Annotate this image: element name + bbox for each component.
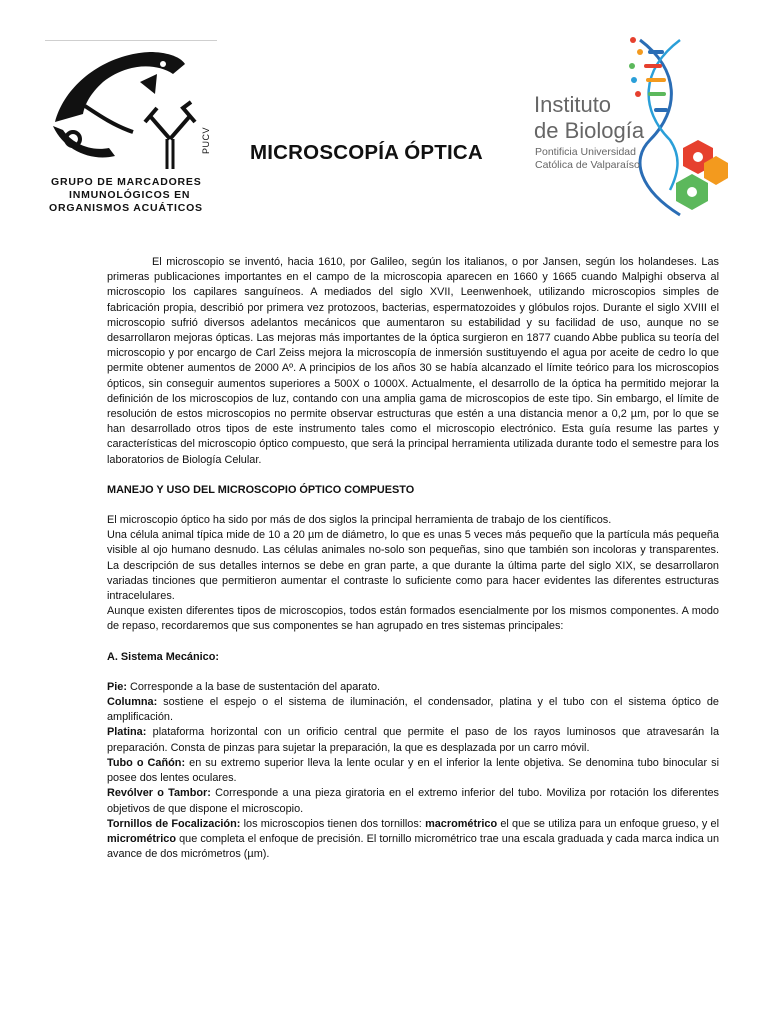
right-logo-line1: Instituto — [534, 92, 612, 117]
left-logo-line3: ORGANISMOS ACUÁTICOS — [49, 202, 203, 214]
left-logo-line2: INMUNOLÓGICOS EN — [69, 189, 191, 201]
pucv-label: PUCV — [201, 126, 211, 154]
section1-paragraph-2: Una célula animal típica mide de 10 a 20 µm de diámetro, lo que es unas 5 veces más pequeño que la partícula más pequeña visible al ojo humano desnudo. Las células animales no-solo son pequeñas, sino que también son incoloras y transparentes. La descripción de sus detalles internos se debe en gran parte, a que durante la última parte del siglo XIX, se desarrollaron variadas tinciones que permitieron aumentar el contraste lo suficiente como para hacer evidentes las diferentes estructuras intracelulares. — [107, 529, 719, 603]
section1-paragraph-1: El microscopio óptico ha sido por más de dos siglos la principal herramienta de trabajo de los científicos. — [107, 514, 612, 527]
right-logo-line2: de Biología — [534, 118, 645, 143]
left-logo — [45, 44, 220, 214]
top-rule — [45, 40, 217, 41]
item-revolver: Revólver o Tambor: Corresponde a una pieza giratoria en el extremo inferior del tubo. Moviliza por rotación los diferentes objetivos de que dispone el microscopio. — [107, 787, 720, 815]
item-platina: Platina: plataforma horizontal con un orificio central que permite el paso de los rayos luminosos que atravesarán la preparación. Consta de pinzas para sujetar la preparación, la que es desplazada por un carro móvil. — [107, 726, 719, 754]
section2-heading: A. Sistema Mecánico: — [107, 650, 219, 663]
item-tornillos: Tornillos de Focalización: los microscopios tienen dos tornillos: macrométrico el que se utiliza para un enfoque grueso, y el micrométrico que completa el enfoque de precisión. El tornillo micrométrico trae una escala graduada y cada marca indica un avance de dos micrómetros (µm). — [107, 817, 720, 861]
item-columna: Columna: sostiene el espejo o el sistema de iluminación, el condensador, platina y el tubo con el sistema óptico de amplificación. — [107, 696, 719, 724]
page-title: MICROSCOPÍA ÓPTICA — [250, 141, 483, 164]
right-logo-line4: Católica de Valparaíso — [535, 159, 640, 171]
section1-paragraph-3: Aunque existen diferentes tipos de microscopios, todos están formados esencialmente por los mismos componentes. A modo de repaso, recordaremos que sus componentes se han agrupado en tres sistemas principales: — [107, 605, 719, 633]
right-logo — [530, 30, 740, 220]
item-pie: Pie: Corresponde a la base de sustentación del aparato. — [107, 680, 381, 693]
document-body — [107, 255, 719, 862]
left-logo-line1: GRUPO DE MARCADORES — [51, 176, 202, 188]
section1-heading: MANEJO Y USO DEL MICROSCOPIO ÓPTICO COMPUESTO — [107, 483, 415, 496]
fish-antibody-logo-icon — [45, 44, 220, 174]
item-tubo: Tubo o Cañón: en su extremo superior lleva la lente ocular y en el inferior la lente objetiva. Se denomina tubo binocular si posee dos lentes oculares. — [107, 756, 719, 785]
intro-paragraph: El microscopio se inventó, hacia 1610, por Galileo, según los italianos, o por Jansen, según los holandeses. Las primeras publicaciones importantes en el campo de la microscopia aparecen en 1660 y 1665 cuando Malpighi observa al microscopio los capilares sanguíneos. A mediados del siglo XVII, Leenwenhoek, utilizando microscopios simples de fabricación propia, describió por primera vez protozoos, bacterias, espermatozoides y glóbulos rojos. Durante el siglo XVIII el microscopio sufrió diversos adelantos mecánicos que aumentaron su estabilidad y su facilidad de uso, aunque no se desarrollaron mejoras ópticas. Las mejoras más importantes de la óptica surgieron en 1877 cuando Abbe publica su teoría del microscopio y por encargo de Carl Zeiss mejora la microscopía de inmersión sustituyendo el agua por aceite de cedro lo que permite obtener aumentos de 2000 Aº. A principios de los años 30 se había alcanzado el límite teórico para los microscopios ópticos, sin conseguir aumentos superiores a 500X o 1000X. Actualmente, el desarrollo de la óptica ha permitido mejorar la definición de los microscopios de luz, contando con una amplia gama de microscopios de este tipo. Sin embargo, el límite de resolución de estos microscopios no permite observar estructuras que estén a una distancia menor a 0,2 µm, por lo que se han desarrollado otros tipos de este instrumento tales como el microscopio electrónico. Esta guía resume las partes y características del microscopio óptico compuesto, que será la principal herramienta utilizada durante todo el semestre para los laboratorios de Biología Celular. — [107, 256, 719, 466]
right-logo-line3: Pontificia Universidad — [535, 146, 636, 158]
